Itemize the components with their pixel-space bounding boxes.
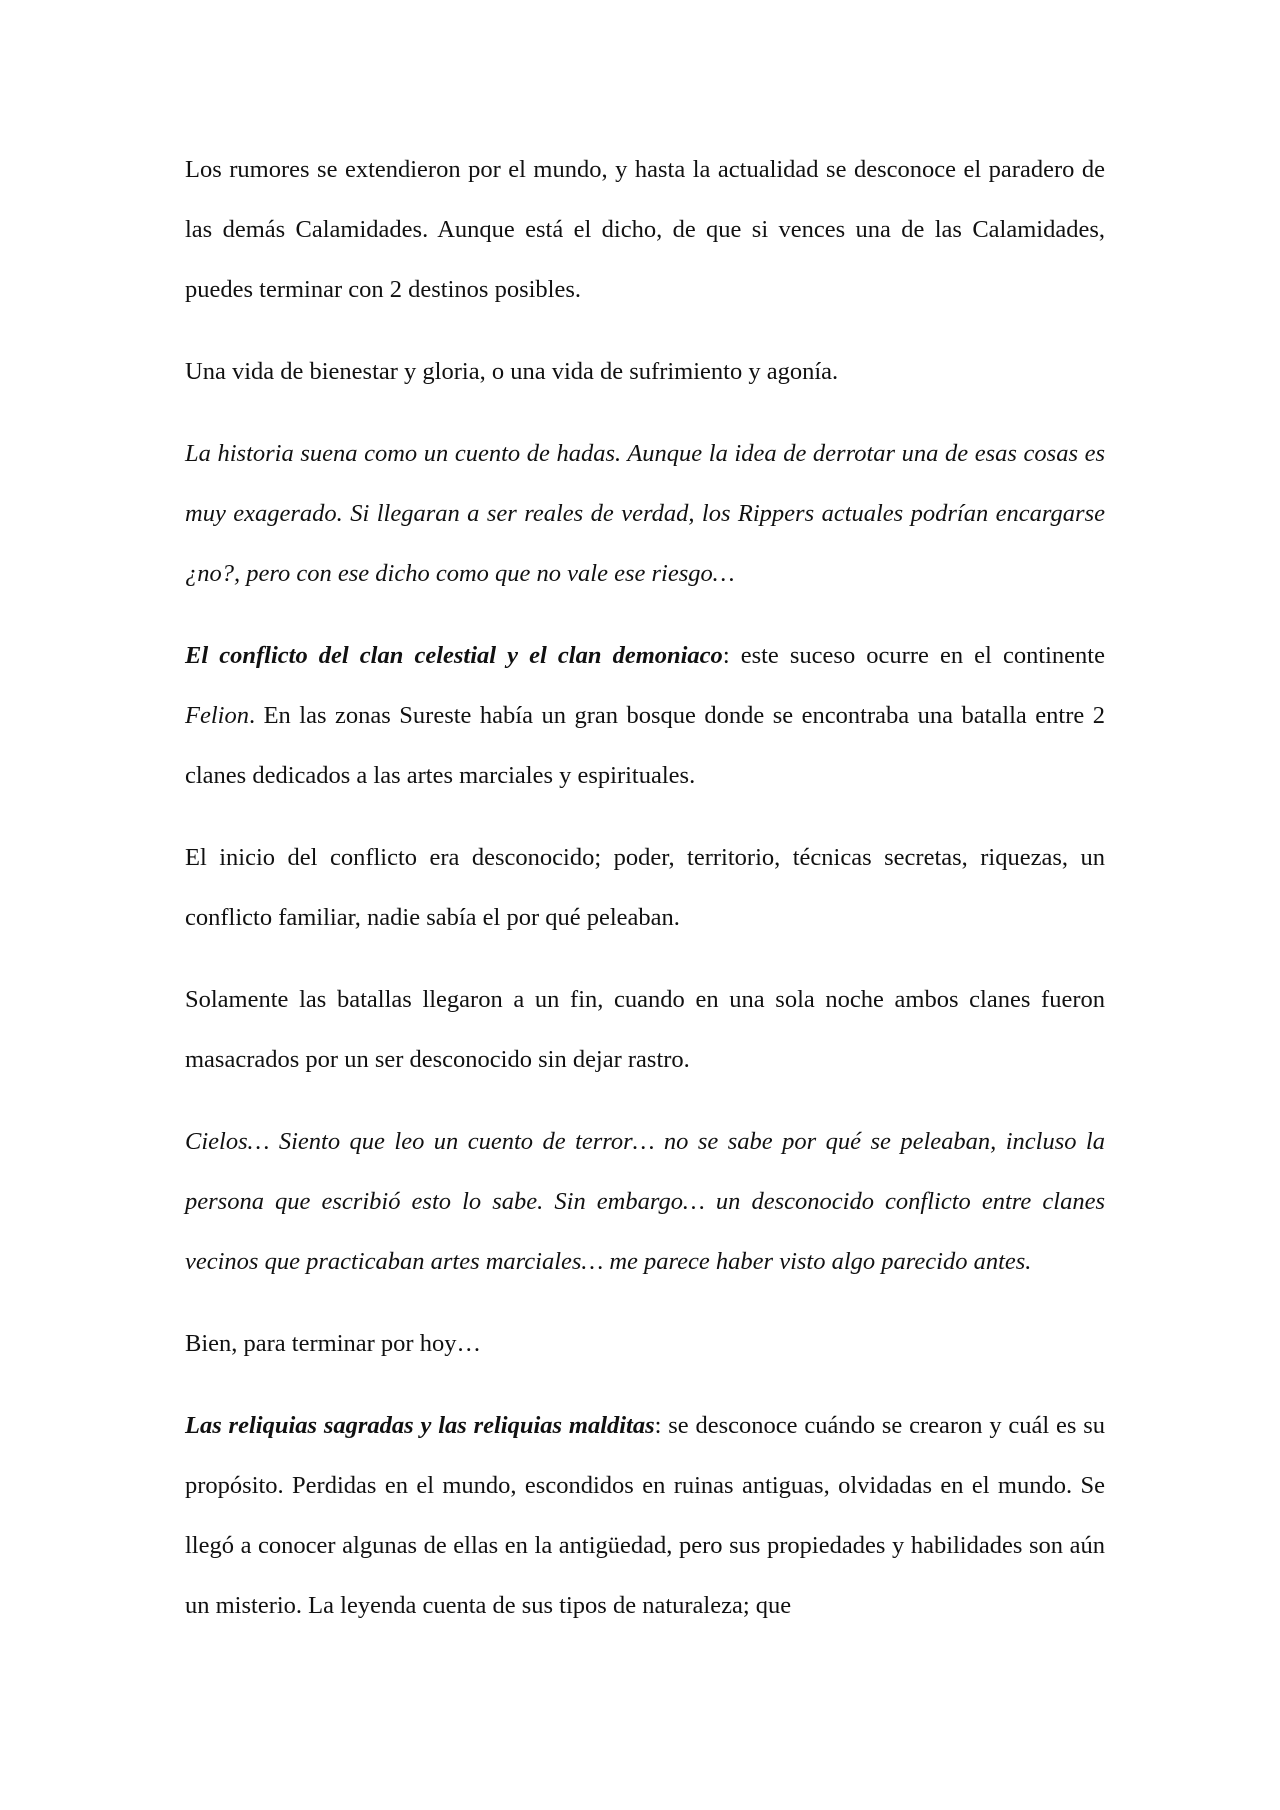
- section-heading-relics: Las reliquias sagradas y las reliquias malditas: [185, 1412, 655, 1439]
- paragraph-clan-conflict: [185, 626, 1105, 806]
- place-name-felion: Felion: [185, 702, 249, 729]
- clan-conflict-text-end: . En las zonas Sureste había un gran bosque donde se encontraba una batalla entre 2 clanes dedicados a las artes marciales y espirituales.: [185, 702, 1105, 789]
- relics-text: : se desconoce cuándo se crearon y cuál es su propósito. Perdidas en el mundo, escondidos en ruinas antiguas, olvidadas en el mundo. Se llegó a conocer algunas de ellas en la antigüedad, pero sus propiedades y habilidades son aún un misterio. La leyenda cuenta de sus tipos de naturaleza; que: [185, 1412, 1106, 1619]
- paragraph-fairy-tale-thought: La historia suena como un cuento de hadas. Aunque la idea de derrotar una de esas cosas es muy exagerado. Si llegaran a ser reales de verdad, los Rippers actuales podrían encargarse ¿no?, pero con ese dicho como que no vale ese riesgo…: [185, 440, 1105, 587]
- paragraph-relics: [185, 1396, 1105, 1636]
- paragraph-conflict-origin: El inicio del conflicto era desconocido; poder, territorio, técnicas secretas, riquezas, un conflicto familiar, nadie sabía el por qué peleaban.: [185, 844, 1105, 931]
- section-heading-clan-conflict: El conflicto del clan celestial y el clan demoniaco: [185, 642, 723, 669]
- document-body: [185, 140, 1105, 1658]
- paragraph-battle-end: Solamente las batallas llegaron a un fin, cuando en una sola noche ambos clanes fueron masacrados por un ser desconocido sin dejar rastro.: [185, 986, 1105, 1073]
- paragraph-two-destinies: Una vida de bienestar y gloria, o una vida de sufrimiento y agonía.: [185, 358, 839, 385]
- clan-conflict-text-start: : este suceso ocurre en el continente: [722, 642, 1105, 669]
- paragraph-rumors: Los rumores se extendieron por el mundo, y hasta la actualidad se desconoce el paradero de las demás Calamidades. Aunque está el dicho, de que si vences una de las Calamidades, puedes terminar con 2 destinos posibles.: [185, 156, 1105, 303]
- paragraph-horror-thought: Cielos… Siento que leo un cuento de terror… no se sabe por qué se peleaban, incluso la persona que escribió esto lo sabe. Sin embargo… un desconocido conflicto entre clanes vecinos que practicaban artes marciales… me parece haber visto algo parecido antes.: [185, 1128, 1105, 1275]
- paragraph-closing: Bien, para terminar por hoy…: [185, 1330, 481, 1357]
